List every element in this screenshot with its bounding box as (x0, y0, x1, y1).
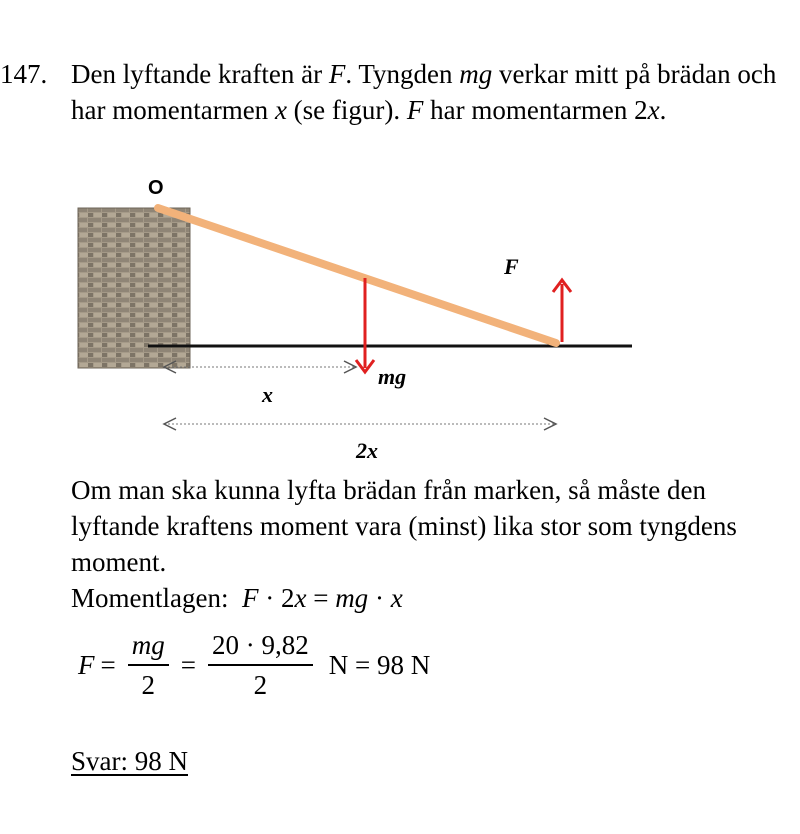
lever-figure (60, 168, 660, 468)
explanation-text: Om man ska kunna lyfta brädan från marken, så måste den lyftande kraftens moment vara (minst) lika stor som tyngdens moment. (71, 475, 737, 577)
label-o: O (148, 177, 164, 199)
label-x: x (262, 382, 273, 407)
fraction-numeric: $\frac{20 \cdot 9,82}{2}$ (208, 630, 313, 700)
weight-arrow-mg (356, 278, 374, 372)
force-formula: F = $\frac{mg}{2}$ = $\frac{20 \cdot 9,82}{2}$ N = 98 N (78, 630, 431, 700)
problem-intro: Den lyftande kraften är F. Tyngden mg verkar mitt på brädan och har momentarmen x (se figur). F har momentarmen 2x. (71, 59, 777, 125)
fraction-mg-over-2: $\frac{mg}{2}$ (128, 630, 169, 700)
label-f: F (504, 254, 519, 279)
dimension-2x (164, 418, 556, 430)
formula-result: N = 98 N (328, 649, 431, 680)
formula-lhs: F (78, 649, 95, 680)
label-2x: 2x (356, 438, 378, 463)
moment-law: Momentlagen: F · 2x = mg · x (71, 583, 403, 613)
force-arrow-f (553, 280, 571, 342)
dimension-x (164, 361, 356, 373)
label-mg: mg (378, 364, 407, 389)
problem-number: 147. (0, 59, 48, 89)
answer: Svar: 98 N (71, 746, 188, 776)
wall (78, 208, 190, 368)
plank (158, 208, 556, 343)
